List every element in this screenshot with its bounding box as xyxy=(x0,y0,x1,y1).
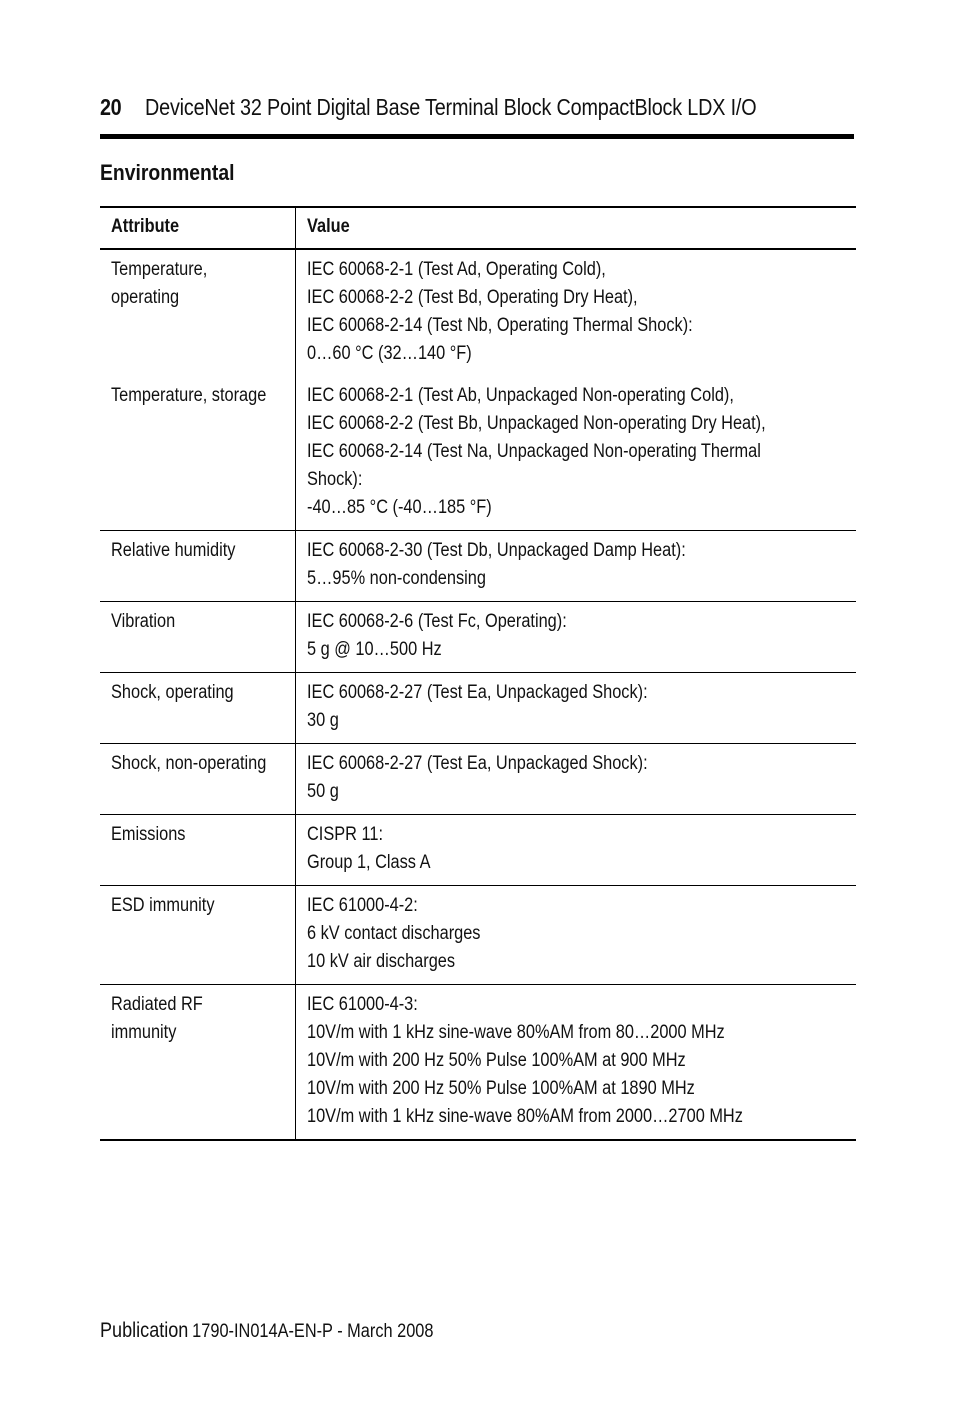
table-row xyxy=(100,376,856,531)
value-line: IEC 61000-4-2: xyxy=(306,895,418,916)
value-line: 10V/m with 1 kHz sine-wave 80%AM from 80…2000 MHz xyxy=(306,1022,725,1043)
table-header-row xyxy=(100,207,856,249)
value-line: IEC 60068-2-27 (Test Ea, Unpackaged Shock): xyxy=(306,753,648,774)
value-line: IEC 60068-2-14 (Test Nb, Operating Thermal Shock): xyxy=(306,315,693,336)
value-line: 50 g xyxy=(306,781,339,802)
value-line: 5…95% non-condensing xyxy=(306,568,486,589)
header-rule xyxy=(100,134,854,139)
table-row xyxy=(100,815,856,886)
attribute-cell: ESD immunity xyxy=(100,886,295,985)
value-cell xyxy=(295,249,856,376)
table-row xyxy=(100,249,856,376)
table-row xyxy=(100,886,856,985)
column-header-value: Value xyxy=(295,207,856,249)
attribute-cell: Shock, non-operating xyxy=(100,744,295,815)
value-cell xyxy=(295,376,856,531)
footer-label: Publication xyxy=(100,1319,189,1342)
value-line: IEC 60068-2-1 (Test Ad, Operating Cold), xyxy=(306,259,606,280)
value-line: 10 kV air discharges xyxy=(306,951,455,972)
value-line: IEC 60068-2-6 (Test Fc, Operating): xyxy=(306,611,567,632)
value-line: 10V/m with 200 Hz 50% Pulse 100%AM at 900 MHz xyxy=(306,1050,686,1071)
table-row xyxy=(100,602,856,673)
table-row xyxy=(100,673,856,744)
attribute-cell: Temperature, operating xyxy=(100,249,295,376)
value-line: 10V/m with 1 kHz sine-wave 80%AM from 2000…2700 MHz xyxy=(306,1106,743,1127)
value-line: Shock): xyxy=(306,469,362,490)
table-row xyxy=(100,985,856,1141)
publication-number: 1790-IN014A-EN-P - March 2008 xyxy=(192,1321,434,1342)
footer xyxy=(100,1319,433,1343)
column-header-attribute: Attribute xyxy=(100,207,295,249)
value-line: IEC 60068-2-2 (Test Bb, Unpackaged Non-operating Dry Heat), xyxy=(306,413,766,434)
value-line: IEC 60068-2-1 (Test Ab, Unpackaged Non-operating Cold), xyxy=(306,385,734,406)
value-cell xyxy=(295,531,856,602)
value-cell xyxy=(295,673,856,744)
table-row xyxy=(100,744,856,815)
value-line: 10V/m with 200 Hz 50% Pulse 100%AM at 1890 MHz xyxy=(306,1078,695,1099)
section-heading: Environmental xyxy=(100,160,235,185)
value-cell xyxy=(295,815,856,886)
value-line: 0…60 °C (32…140 °F) xyxy=(306,343,472,364)
value-line: Group 1, Class A xyxy=(306,852,431,873)
value-line: 5 g @ 10…500 Hz xyxy=(306,639,442,660)
table-row xyxy=(100,531,856,602)
environmental-spec-table xyxy=(100,206,856,1141)
value-line: IEC 61000-4-3: xyxy=(306,994,418,1015)
value-line: IEC 60068-2-30 (Test Db, Unpackaged Damp Heat): xyxy=(306,540,686,561)
page-number: 20 xyxy=(100,94,122,120)
attribute-cell: Emissions xyxy=(100,815,295,886)
value-line: IEC 60068-2-14 (Test Na, Unpackaged Non-operating Thermal xyxy=(306,441,761,462)
value-cell xyxy=(295,985,856,1141)
document-title: DeviceNet 32 Point Digital Base Terminal Block CompactBlock LDX I/O xyxy=(145,94,757,120)
value-line: IEC 60068-2-2 (Test Bd, Operating Dry Heat), xyxy=(306,287,638,308)
attribute-cell: Temperature, storage xyxy=(100,376,295,531)
value-line: IEC 60068-2-27 (Test Ea, Unpackaged Shock): xyxy=(306,682,648,703)
attribute-cell: Radiated RF immunity xyxy=(100,985,295,1141)
page-header xyxy=(100,94,854,126)
value-cell xyxy=(295,744,856,815)
value-line: 6 kV contact discharges xyxy=(306,923,480,944)
value-cell xyxy=(295,886,856,985)
value-cell xyxy=(295,602,856,673)
value-line: CISPR 11: xyxy=(306,824,383,845)
attribute-cell: Vibration xyxy=(100,602,295,673)
value-line: -40…85 °C (-40…185 °F) xyxy=(306,497,492,518)
attribute-cell: Shock, operating xyxy=(100,673,295,744)
value-line: 30 g xyxy=(306,710,339,731)
attribute-cell: Relative humidity xyxy=(100,531,295,602)
